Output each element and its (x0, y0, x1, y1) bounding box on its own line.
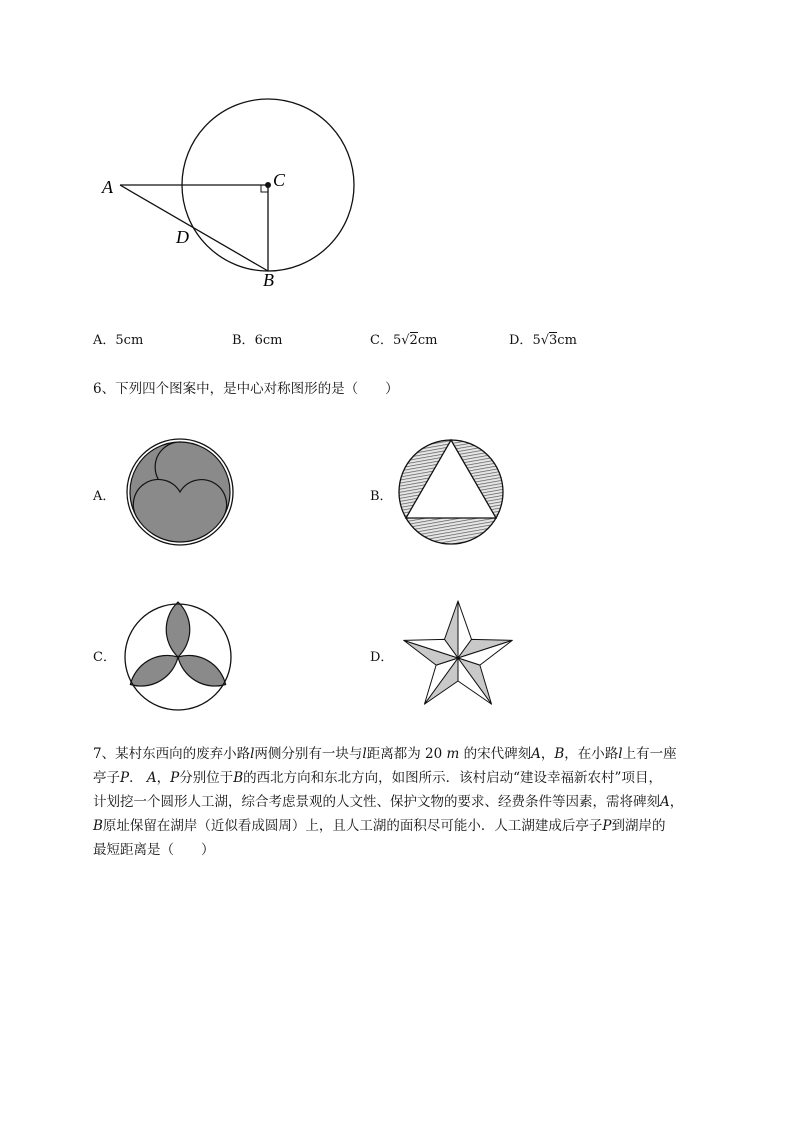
q5-option-a-letter: A． (93, 333, 116, 348)
q5-option-b-text: 6cm (254, 333, 283, 348)
q6-option-d-label: D． (370, 650, 394, 665)
label-b: B (263, 270, 274, 290)
q5-option-c-unit: cm (417, 333, 438, 348)
q7-line-5: 最短距离是（ ） (93, 842, 215, 858)
q6-stem (93, 377, 743, 401)
label-c: C (273, 170, 286, 190)
q7-stem (93, 742, 743, 862)
q6-option-b-label: B． (370, 489, 393, 504)
q5-option-c-radicand: 2 (409, 333, 418, 348)
q6-option-c-label: C． (93, 650, 116, 665)
q6-option-a-label: A． (93, 489, 116, 504)
q6-option-a-figure[interactable] (124, 436, 236, 548)
q7-line-2: 亭子P． A，P分别位于B的西北方向和东北方向，如图所示．该村启动“建设幸福新农村”项目， (93, 770, 662, 786)
sqrt-symbol: √ (540, 333, 550, 348)
segment-ab (120, 185, 268, 271)
label-a: A (102, 177, 113, 197)
five-pointed-star (404, 601, 512, 704)
sqrt-symbol: √ (401, 333, 410, 348)
q7-line-1: 7、某村东西向的废弃小路l两侧分别有一块与l距离都为 20 m 的宋代碑刻A，B，在小路l上有一座 (93, 746, 677, 762)
q5-option-b-letter: B． (232, 333, 255, 348)
q5-option-c-coef: 5 (392, 333, 402, 348)
q5-option-d-unit: cm (557, 333, 577, 348)
q5-option-a[interactable] (93, 333, 143, 349)
q6-stem-text: 6、下列四个图案中，是中心对称图形的是（ ） (93, 381, 399, 397)
q6-option-c-figure[interactable] (122, 601, 234, 713)
q7-line-4: B原址保留在湖岸（近似看成圆周）上，且人工湖的面积尽可能小．人工湖建成后亭子P到湖岸的 (93, 818, 666, 834)
q6-option-b-figure[interactable] (398, 437, 504, 547)
q5-option-c-letter: C． (370, 333, 393, 348)
three-petals (124, 602, 231, 695)
q5-option-d-radicand: 3 (549, 333, 558, 348)
q5-option-b[interactable] (232, 333, 282, 349)
label-d: D (176, 227, 189, 247)
q5-option-d-coef: 5 (532, 333, 541, 348)
q5-geometry-figure (95, 95, 365, 300)
q5-option-d-letter: D． (509, 333, 533, 348)
q5-option-c[interactable] (370, 333, 437, 349)
q5-option-d[interactable] (509, 333, 577, 349)
q7-line-3: 计划挖一个圆形人工湖，综合考虑景观的人文性、保护文物的要求、经费条件等因素，需将碑刻A， (93, 794, 684, 810)
q6-option-d-figure[interactable] (398, 598, 518, 712)
center-point (265, 182, 271, 188)
triskelion-pattern (124, 436, 236, 548)
q5-option-a-text: 5cm (115, 333, 144, 348)
